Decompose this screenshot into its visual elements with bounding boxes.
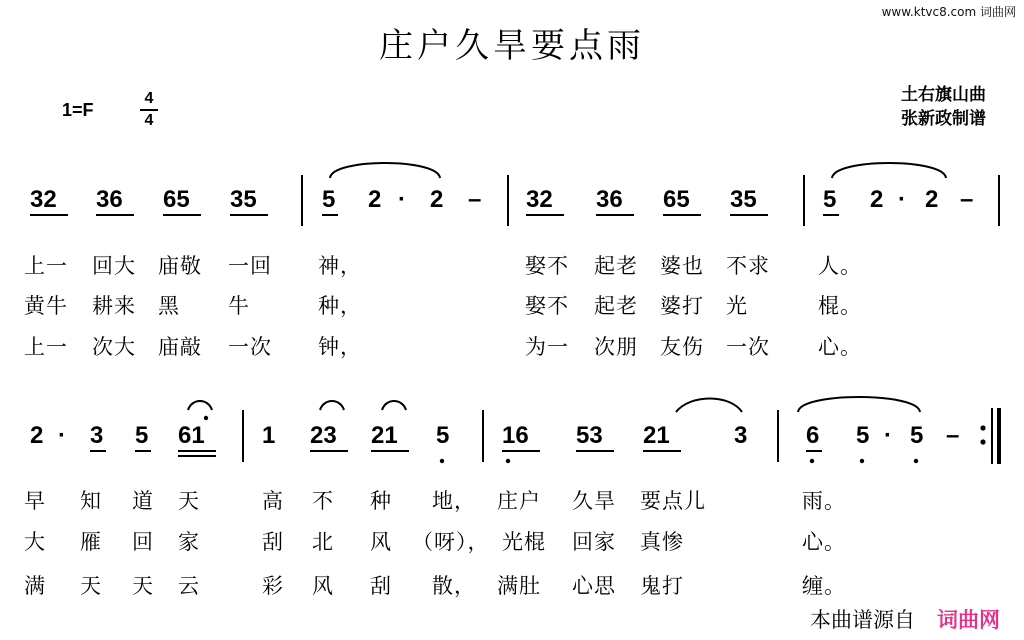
- lyric: 不求: [726, 254, 770, 278]
- lyric: 回家: [572, 530, 616, 554]
- note: 2: [30, 422, 44, 449]
- lyric: 雁: [80, 530, 102, 554]
- lyric: 上一: [24, 335, 68, 359]
- time-signature-bottom: 4: [144, 112, 154, 129]
- lyric: 棍。: [818, 294, 862, 318]
- lyric: 满: [24, 574, 46, 598]
- note: 3: [734, 422, 748, 449]
- lyric: 早: [24, 489, 46, 513]
- dash: –: [946, 422, 960, 449]
- lyric: 知: [80, 489, 102, 513]
- lyric: 风: [370, 530, 392, 554]
- note: 2: [368, 186, 382, 213]
- low-octave-dot: [440, 459, 444, 463]
- lyric: 真惨: [640, 530, 684, 554]
- dot: ·: [58, 422, 66, 449]
- composer-credit: 土右旗山曲: [901, 85, 986, 105]
- lyric: 要点儿: [640, 489, 706, 513]
- lyric: 回大: [92, 254, 136, 278]
- slur: [330, 163, 440, 178]
- lyric: 为一: [525, 335, 569, 359]
- repeat-dot: [980, 439, 985, 444]
- lyric: 彩: [262, 574, 284, 598]
- song-title: 庄户久旱要点雨: [379, 26, 645, 66]
- note: 5: [436, 422, 450, 449]
- lyric: 大: [24, 530, 46, 554]
- high-octave-dot: [204, 416, 208, 420]
- lyric: 娶不: [525, 254, 569, 278]
- lyric: 天: [132, 574, 154, 598]
- note: 32: [30, 186, 57, 213]
- lyric: 黄牛: [24, 294, 68, 318]
- note: 21: [371, 422, 398, 449]
- lyric: 天: [80, 574, 102, 598]
- lyric: 刮: [262, 530, 284, 554]
- lyric: 道: [132, 489, 154, 513]
- note: 5: [823, 186, 837, 213]
- lyric: 满肚: [497, 574, 541, 598]
- lyric: 鬼打: [640, 574, 684, 598]
- watermark-text: www.ktvc8.com 词曲网: [881, 5, 1016, 19]
- lyric: 家: [178, 530, 200, 554]
- low-octave-dot: [860, 459, 864, 463]
- note: 2: [870, 186, 884, 213]
- slur: [382, 401, 406, 410]
- lyric: （呀），: [412, 530, 490, 554]
- note: 36: [596, 186, 623, 213]
- arranger-credit: 张新政制谱: [901, 109, 986, 129]
- note: 65: [163, 186, 190, 213]
- lyric: 心。: [802, 530, 846, 554]
- lyric: 缠。: [802, 574, 846, 598]
- slur: [798, 397, 920, 412]
- lyric: 心。: [818, 335, 862, 359]
- lyric: 地，: [432, 489, 476, 513]
- lyric: 不: [312, 489, 334, 513]
- dot: ·: [398, 186, 406, 213]
- dot: ·: [884, 422, 892, 449]
- lyric: 庙敬: [158, 254, 202, 278]
- lyric: 风: [312, 574, 334, 598]
- low-octave-dot: [810, 459, 814, 463]
- note: 32: [526, 186, 553, 213]
- lyric: 光: [726, 294, 748, 318]
- lyric: 一次: [726, 335, 770, 359]
- lyric: 钟，: [318, 335, 362, 359]
- note: 21: [643, 422, 670, 449]
- note: 53: [576, 422, 603, 449]
- note: 35: [230, 186, 257, 213]
- source-prefix: 本曲谱源自: [810, 608, 915, 632]
- lyric: 种: [370, 489, 392, 513]
- lyric: 光棍: [502, 530, 546, 554]
- slur: [832, 163, 946, 178]
- lyric: 云: [178, 574, 200, 598]
- lyric: 种，: [318, 294, 362, 318]
- slur: [676, 399, 742, 413]
- note: 6: [806, 422, 820, 449]
- dot: ·: [898, 186, 906, 213]
- low-octave-dot: [506, 459, 510, 463]
- lyric: 一次: [228, 335, 272, 359]
- note: 2: [430, 186, 444, 213]
- lyric: 黑: [158, 294, 180, 318]
- note: 3: [90, 422, 104, 449]
- note: 5: [135, 422, 149, 449]
- note: 1: [262, 422, 276, 449]
- lyric: 神，: [318, 254, 362, 278]
- lyric: 北: [312, 530, 334, 554]
- lyric: 婆打: [660, 294, 704, 318]
- lyric: 次大: [92, 335, 136, 359]
- note: 5: [322, 186, 336, 213]
- lyric: 友伤: [660, 335, 704, 359]
- lyric: 天: [178, 489, 200, 513]
- dash: –: [468, 186, 482, 213]
- repeat-dot: [980, 425, 985, 430]
- lyric: 心思: [572, 574, 616, 598]
- lyric: 牛: [228, 294, 250, 318]
- slur: [188, 401, 212, 410]
- note: 2: [925, 186, 939, 213]
- note: 5: [856, 422, 870, 449]
- lyric: 庄户: [497, 489, 541, 513]
- lyric: 起老: [594, 294, 638, 318]
- lyric: 娶不: [525, 294, 569, 318]
- lyric: 一回: [228, 254, 272, 278]
- lyric: 耕来: [92, 294, 136, 318]
- lyric: 雨。: [802, 489, 846, 513]
- dash: –: [960, 186, 974, 213]
- time-signature-top: 4: [144, 90, 154, 107]
- lyric: 上一: [24, 254, 68, 278]
- note: 35: [730, 186, 757, 213]
- note: 36: [96, 186, 123, 213]
- lyric: 高: [262, 489, 284, 513]
- note: 61: [178, 422, 205, 449]
- lyric: 散，: [432, 574, 476, 598]
- lyric: 庙敲: [158, 335, 202, 359]
- note: 5: [910, 422, 924, 449]
- slur: [320, 401, 344, 410]
- key-signature: 1=F: [62, 100, 94, 120]
- lyric: 婆也: [660, 254, 704, 278]
- source-brand-link[interactable]: 词曲网: [937, 608, 1000, 632]
- lyric: 刮: [370, 574, 392, 598]
- lyric: 回: [132, 530, 154, 554]
- lyric: 起老: [594, 254, 638, 278]
- note: 65: [663, 186, 690, 213]
- lyric: 久旱: [572, 489, 616, 513]
- lyric: 次朋: [594, 335, 638, 359]
- note: 23: [310, 422, 337, 449]
- low-octave-dot: [914, 459, 918, 463]
- note: 16: [502, 422, 529, 449]
- lyric: 人。: [818, 254, 862, 278]
